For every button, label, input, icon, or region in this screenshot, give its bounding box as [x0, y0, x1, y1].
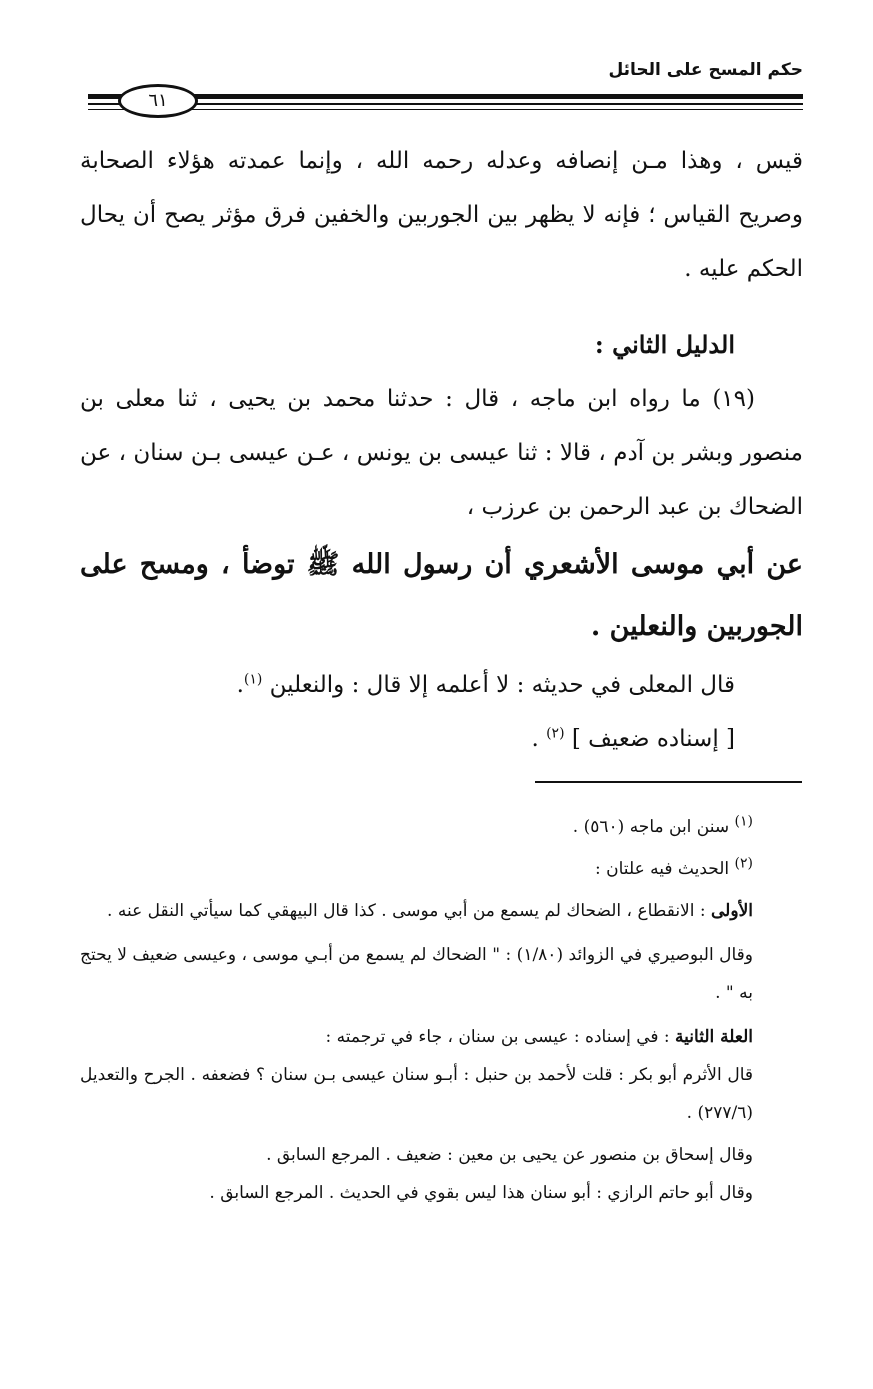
footnote-2 [80, 850, 803, 888]
first-defect-text: : الانقطاع ، الضحاك لم يسمع من أبي موسى . كذا قال البيهقي كما سيأتي النقل عنه . [107, 901, 706, 921]
note-text: قال المعلى في حديثه : لا أعلمه إلا قال : والنعلين [269, 672, 735, 698]
footnote-1-marker: (١) [734, 813, 753, 830]
first-defect [80, 892, 803, 930]
footnote-1-text: سنن ابن ماجه (٥٦٠) . [572, 817, 730, 837]
ishaq-quote: وقال إسحاق بن منصور عن يحيى بن معين : ضعيف . المرجع السابق . [266, 1145, 753, 1165]
running-header-title: حكم المسح على الحائل [608, 60, 803, 80]
paragraph-1: قيس ، وهذا مـن إنصافه وعدله رحمه الله ، وإنما عمدته هؤلاء الصحابة وصريح القياس ؛ فإنه لا يظهر بين الجوربين والخفين فرق مؤثر يصح أن يحال الحكم عليه . [80, 148, 803, 282]
second-defect-text: : في إسناده : عيسى بن سنان ، جاء في ترجمته : [325, 1027, 670, 1047]
section-heading: الدليل الثاني : [594, 330, 735, 359]
footnote-separator [535, 781, 802, 783]
abuhatim-quote: وقال أبو حاتم الرازي : أبو سنان هذا ليس بقوي في الحديث . المرجع السابق . [209, 1183, 753, 1203]
footnote-ref-2: (٢) [546, 725, 565, 742]
page-number: ٦١ [148, 90, 168, 111]
footnote-2-text: الحديث فيه علتان : [595, 859, 730, 879]
athram-quote: قال الأثرم أبو بكر : قلت لأحمد بن حنبل : أبـو سنان عيسى بـن سنان ؟ فضعفه . الجرح والتعديل (٢٧٧/٦) . [80, 1065, 753, 1123]
note-line: قال المعلى في حديثه : لا أعلمه إلا قال : والنعلين $^{(١)}$. [236, 671, 735, 698]
paragraph-2: (١٩) ما رواه ابن ماجه ، قال : حدثنا محمد بن يحيى ، ثنا معلى بن منصور وبشر بن آدم ، قالا : ثنا عيسى بن يونس ، عـن عيسى بـن سنان ، عن الضحاك بن عبد الرحمن بن عرزب ، [80, 386, 803, 520]
second-defect [80, 1018, 803, 1056]
footnote-2-marker: (٢) [734, 855, 753, 872]
header-rule-hairline [88, 109, 803, 110]
page-number-oval [118, 84, 198, 118]
footnote-ref-1: (١) [243, 671, 263, 688]
isnad-line: [ إسناده ضعيف ] $^{(٢)}$ . [531, 725, 735, 752]
footnote-1 [80, 808, 803, 846]
hadith-text: عن أبي موسى الأشعري أن رسول الله ﷺ توضأ ، ومسح على الجوربين والنعلين . [80, 549, 803, 642]
footnotes [80, 808, 803, 1212]
busiri-quote: وقال البوصيري في الزوائد (١/٨٠) : " الضحاك لم يسمع من أبـي موسى ، وعيسى ضعيف لا يحتج به " . [80, 945, 753, 1003]
main-text [80, 134, 803, 766]
second-defect-label: العلة الثانية [675, 1027, 753, 1047]
first-defect-label: الأولى [711, 901, 753, 921]
isnad-text: [ إسناده ضعيف ] [571, 726, 735, 752]
